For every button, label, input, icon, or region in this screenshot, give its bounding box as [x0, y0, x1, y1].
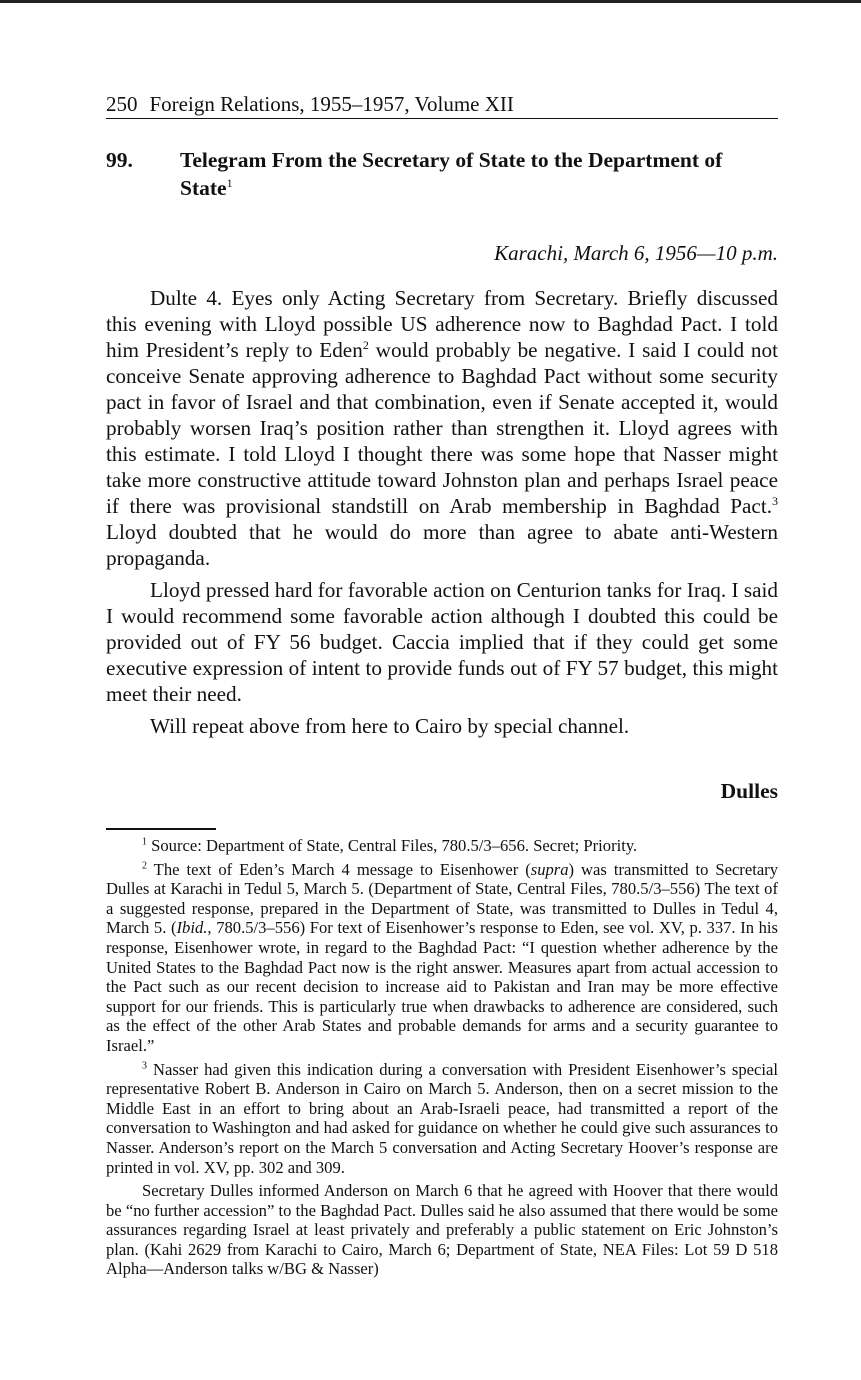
text-run: Dulte 4. Eyes only Acting Secretary from Secretary. Briefly discussed this evening with Lloyd possible US adherence now to Baghdad Pact. I told him President’s reply to Eden: [106, 286, 778, 362]
running-header: [106, 90, 778, 119]
body-paragraph: [106, 577, 778, 707]
footnotes: [106, 836, 778, 1283]
footnote-ref: 1: [142, 836, 147, 848]
footnote-ref: 1: [226, 175, 233, 190]
footnote-ref: 2: [362, 337, 369, 352]
page-number: 250: [106, 92, 138, 116]
footnote-ref: 2: [142, 860, 147, 872]
text-run: Lloyd doubted that he would do more than agree to abate anti-Western propaganda.: [106, 520, 778, 570]
footnote: [106, 860, 778, 1056]
footnote-ref: 3: [142, 1060, 147, 1071]
text-run: Source: Department of State, Central Files, 780.5/3–656. Secret; Priority.: [147, 836, 638, 855]
text-run: Nasser had given this indication during a conversation with President Eisenhower’s special representative Robert B. Anderson in Cairo on March 5. Anderson, then on a secret mission to the Middle East in an effort to bring about an Arab-Israeli peace, had transmitted a report of the conversation to Washington and had asked for guidance on whether he could give such assurances to Nasser. Anderson’s report on the March 5 conversation and Acting Secretary Hoover’s response are printed in vol. XV, pp. 302 and 309.: [106, 1059, 778, 1177]
document-number: 99.: [106, 148, 133, 172]
dateline: Karachi, March 6, 1956—10 p.m.: [494, 241, 778, 265]
footnote: [106, 1060, 778, 1178]
text-run: ) was transmitted to Secretary Dulles at Karachi in Tedul 5, March 5. (Department of State, Central Files, 780.5/3–556) The text of a suggested response, prepared in the Department of State, was transmitted to Dulles in Tedul 4, March 5. (: [106, 859, 779, 938]
footnote-rule: [106, 828, 216, 830]
italic-text: supra: [530, 859, 569, 879]
text-run: Secretary Dulles informed Anderson on March 6 that he agreed with Hoover that there would be “no further accession” to the Baghdad Pact. Dulles said he also assumed that there would be some assurances regarding Israel at least privately and preferably a public statement on Eric Johnston’s plan. (Kahi 2629 from Karachi to Cairo, March 6; Department of State, NEA Files: Lot 59 D 518 Alpha—Anderson talks w/BG & Nasser): [106, 1181, 778, 1279]
text-run: Will repeat above from here to Cairo by special channel.: [150, 714, 630, 738]
running-title: Foreign Relations, 1955–1957, Volume XII: [149, 92, 514, 116]
italic-text: Ibid.: [176, 918, 208, 938]
footnote: [106, 1181, 778, 1279]
document-heading: [106, 146, 778, 202]
document-title-wrap: [180, 146, 778, 202]
footnote: [106, 836, 778, 856]
text-run: Lloyd pressed hard for favorable action on Centurion tanks for Iraq. I said I would recommend some favorable action although I doubted this could be provided out of FY 56 budget. Caccia implied that if they could get some executive expression of intent to provide funds out of FY 57 budget, this might meet their need.: [106, 578, 778, 706]
body-paragraph: [106, 285, 778, 571]
telegram-body: [106, 285, 778, 745]
document-title: Telegram From the Secretary of State to the Department of State: [180, 148, 723, 200]
text-run: The text of Eden’s March 4 message to Eisenhower (: [147, 859, 531, 879]
signature: Dulles: [720, 779, 778, 803]
text-run: would probably be negative. I said I could not conceive Senate approving adherence to Baghdad Pact without some security pact in favor of Israel and that combination, even if Senate accepted it, would probably worsen Iraq’s position rather than strengthen it. Lloyd agrees with this estimate. I told Lloyd I thought there was some hope that Nasser might take more constructive attitude toward Johnston plan and perhaps Israel peace if there was provisional standstill on Arab membership in Baghdad Pact.: [106, 338, 778, 518]
text-run: , 780.5/3–556) For text of Eisenhower’s response to Eden, see vol. XV, p. 337. In his response, Eisenhower wrote, in regard to the Baghdad Pact: “I question whether adherence by the United States to the Baghdad Pact now is the right answer. Measures apart from actual accession to the Pact such as our recent decision to increase aid to Pakistan and Iran may be more effective support for our friends. This is particularly true when drawbacks to adherence are considered, such as the effect of the other Arab States and probable demands for arms and a security guarantee to Israel.”: [106, 918, 779, 1055]
top-border: [0, 0, 861, 3]
footnote-ref: 3: [772, 493, 778, 508]
body-paragraph: [106, 713, 778, 739]
